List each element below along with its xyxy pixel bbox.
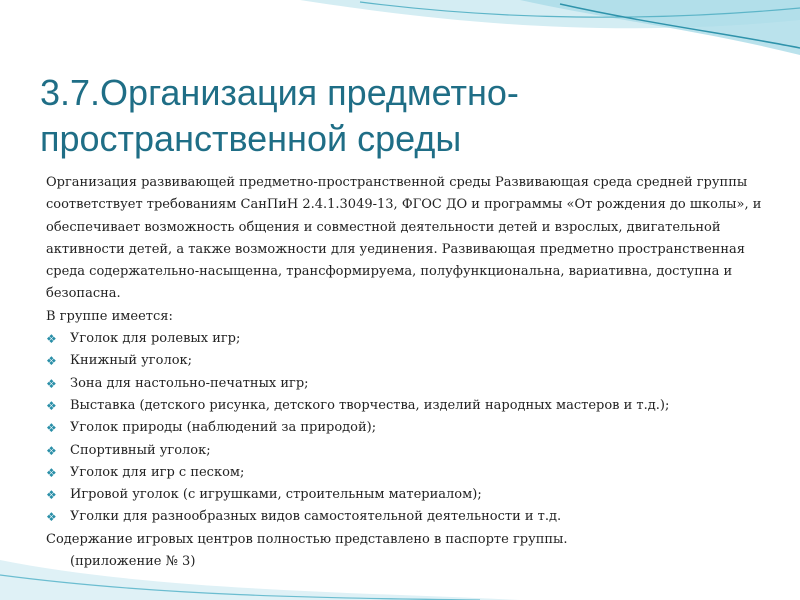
list-item: ❖ Уголок для ролевых игр;	[46, 328, 766, 350]
list-item: ❖ Зона для настольно-печатных игр;	[46, 373, 766, 395]
list-item: ❖ Игровой уголок (с игрушками, строительным материалом);	[46, 484, 766, 506]
closing-text: Содержание игровых центров полностью представлено в паспорте группы.	[46, 531, 568, 547]
intro-paragraph: Организация развивающей предметно-пространственной среды Развивающая среда средней группы соответствует требованиям СанПиН 2.4.1.3049-13, ФГОС ДО и программы «От рождения до школы», и обеспечивает возможность общения и совместной деятельности детей и взрослых, двигательной активности детей, а также возможности для уединения. Развивающая предметно пространственная среда содержательно-насыщенна, трансформируема, полуфункциональна, вариативна, доступна и безопасна.	[46, 175, 762, 302]
diamond-bullet-icon: ❖	[46, 376, 57, 391]
list-item: ❖ Книжный уголок;	[46, 350, 766, 372]
diamond-bullet-icon: ❖	[46, 443, 57, 458]
slide-title	[40, 70, 760, 162]
diamond-bullet-icon: ❖	[46, 354, 57, 369]
diamond-bullet-icon: ❖	[46, 488, 57, 503]
list-item: ❖ Уголок для игр с песком;	[46, 462, 766, 484]
title-line-1: 3.7.Организация предметно-	[40, 72, 519, 113]
diamond-bullet-icon: ❖	[46, 510, 57, 525]
list-item: ❖ Уголок природы (наблюдений за природой);	[46, 417, 766, 439]
diamond-bullet-icon: ❖	[46, 421, 57, 436]
items-list	[46, 328, 766, 529]
diamond-bullet-icon: ❖	[46, 332, 57, 347]
slide-body	[46, 172, 766, 573]
list-item: ❖ Спортивный уголок;	[46, 440, 766, 462]
diamond-bullet-icon: ❖	[46, 398, 57, 413]
diamond-bullet-icon: ❖	[46, 465, 57, 480]
title-line-2: пространственной среды	[40, 118, 462, 159]
appendix-note: (приложение № 3)	[70, 554, 196, 570]
group-has-label: В группе имеется:	[46, 308, 173, 324]
list-item: ❖ Уголки для разнообразных видов самостоятельной деятельности и т.д.	[46, 506, 766, 528]
list-item: ❖ Выставка (детского рисунка, детского творчества, изделий народных мастеров и т.д.);	[46, 395, 766, 417]
